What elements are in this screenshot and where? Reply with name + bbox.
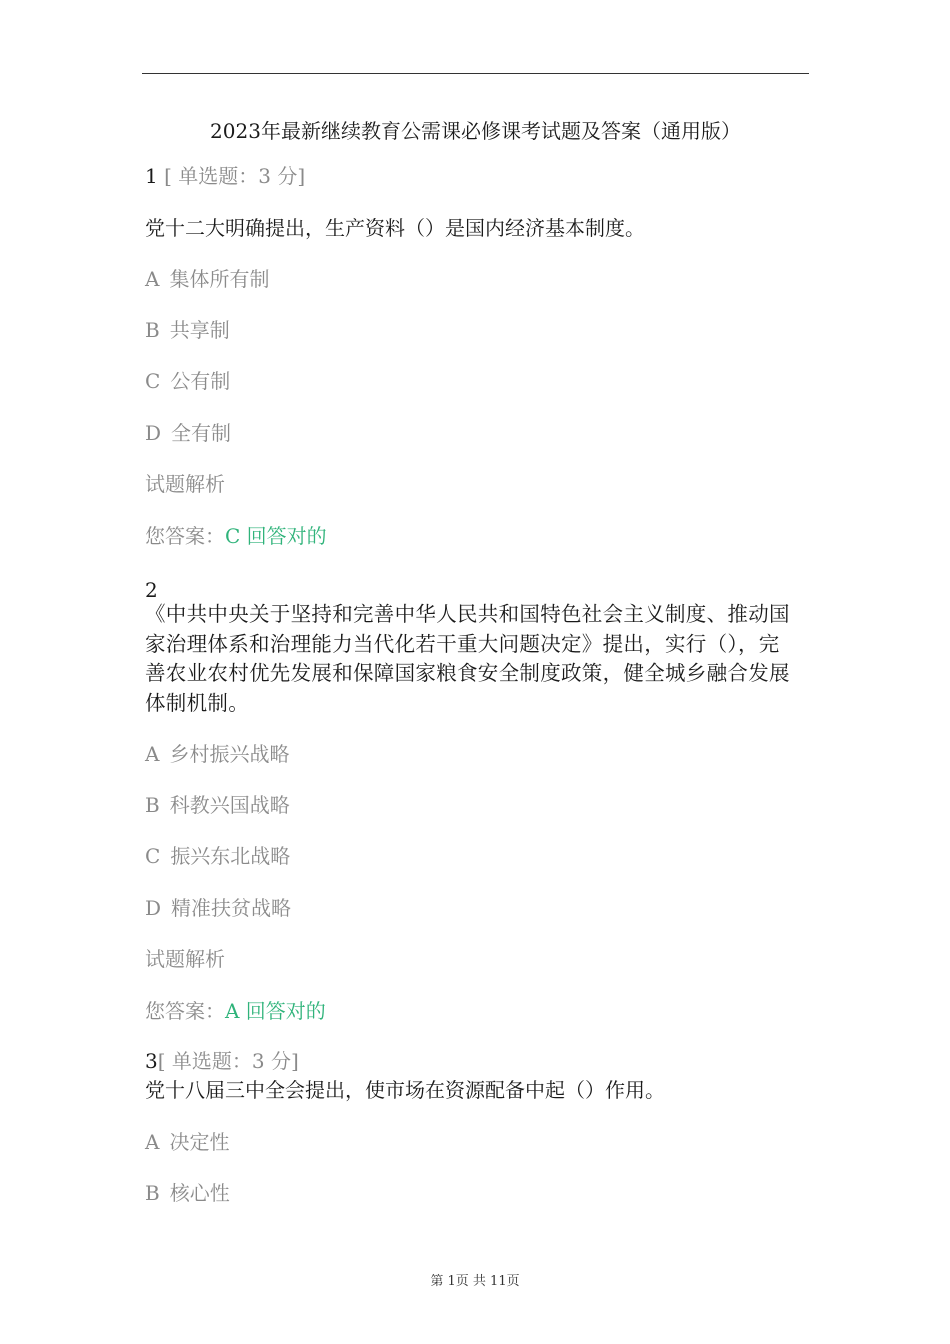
option-text: 振兴东北战略 (170, 844, 291, 868)
page-footer: 第 1页 共 11页 (430, 1274, 520, 1289)
option-text: 决定性 (169, 1130, 230, 1154)
option-letter: A (145, 267, 160, 291)
option-letter: D (145, 896, 162, 920)
question-2-option-c (145, 841, 290, 871)
answer-label: 您答案： (145, 524, 225, 548)
option-letter: B (145, 793, 160, 817)
question-2-number: 2 (145, 578, 158, 602)
question-1-meta: [ 单选题：3 分] (164, 164, 306, 188)
option-letter: B (145, 318, 160, 342)
question-1-answer (145, 521, 327, 551)
option-text: 全有制 (171, 421, 232, 445)
question-3-stem: 党十八届三中全会提出，使市场在资源配备中起（）作用。 (145, 1078, 665, 1102)
question-2-stem: 《中共中央关于坚持和完善中华人民共和国特色社会主义制度、推动国家治理体系和治理能力当代化若干重大问题决定》提出，实行（），完善农业农村优先发展和保障国家粮食安全制度政策，健全城乡融合发展体制机制。 (145, 602, 790, 715)
option-text: 乡村振兴战略 (169, 742, 290, 766)
option-letter: A (145, 1130, 160, 1154)
header-rule (142, 73, 809, 74)
option-letter: C (145, 369, 161, 393)
question-1-stem: 党十二大明确提出，生产资料（）是国内经济基本制度。 (145, 216, 645, 240)
question-2-option-b (145, 790, 290, 820)
option-letter: A (145, 742, 160, 766)
option-text: 精准扶贫战略 (171, 896, 292, 920)
question-3-option-a (145, 1127, 229, 1157)
question-2-analysis: 试题解析 (145, 947, 225, 971)
question-3-number: 3 (145, 1049, 158, 1073)
question-1-option-d (145, 418, 231, 448)
option-text: 科教兴国战略 (169, 793, 290, 817)
question-2-option-d (145, 893, 291, 923)
option-text: 集体所有制 (169, 267, 270, 291)
question-1-header (145, 161, 305, 191)
question-2-option-a (145, 739, 289, 769)
question-3-header (145, 1046, 299, 1076)
option-letter: C (145, 844, 161, 868)
document-title: 2023年最新继续教育公需课必修课考试题及答案（通用版） (210, 119, 741, 143)
answer-value: A 回答对的 (225, 999, 326, 1023)
answer-value: C 回答对的 (225, 524, 327, 548)
answer-label: 您答案： (145, 999, 225, 1023)
question-1-option-a (145, 264, 269, 294)
option-text: 核心性 (169, 1181, 230, 1205)
question-1-option-c (145, 366, 230, 396)
question-1-option-b (145, 315, 230, 345)
question-3-option-b (145, 1178, 230, 1208)
question-3-meta: [ 单选题：3 分] (157, 1049, 299, 1073)
option-text: 公有制 (170, 369, 231, 393)
question-1-number: 1 (145, 164, 158, 188)
option-letter: D (145, 421, 162, 445)
question-2-answer (145, 996, 326, 1026)
option-text: 共享制 (169, 318, 230, 342)
option-letter: B (145, 1181, 160, 1205)
question-1-analysis: 试题解析 (145, 472, 225, 496)
